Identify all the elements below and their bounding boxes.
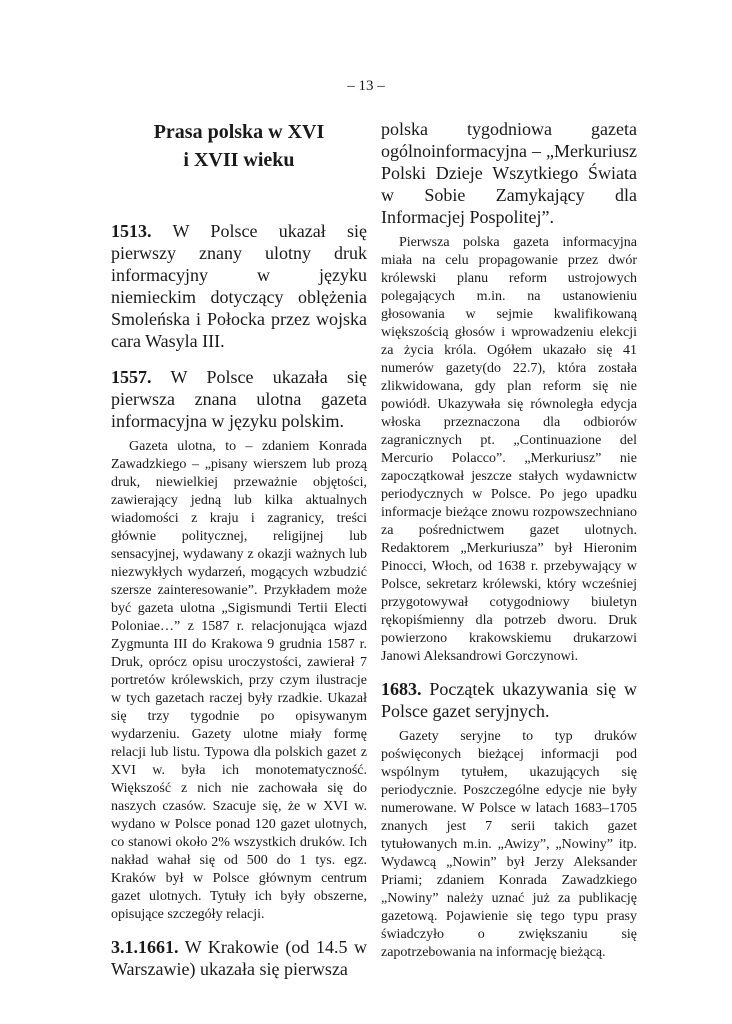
entry-1557	[111, 366, 367, 924]
entry-heading-text: W Polsce ukazała się pierwsza znana ulotna gazeta informacyjna w języku polskim.	[111, 367, 367, 431]
entry-heading	[111, 936, 367, 980]
entry-1661	[111, 936, 367, 980]
entry-heading-text: W Krakowie (od 14.5 w Warszawie) ukazała się pierwsza	[111, 937, 367, 979]
entry-heading-text: Początek ukazywania się w Polsce gazet seryjnych.	[381, 679, 637, 721]
entry-heading	[111, 366, 367, 432]
right-column	[381, 118, 637, 976]
entry-heading-text: W Polsce ukazał się pierwszy znany ulotny druk informacyjny w języku niemieckim dotyczący oblężenia Smoleńska i Połocka przez wojska cara Wasyla III.	[111, 221, 367, 351]
entry-heading-continued: polska tygodniowa gazeta ogólnoinformacyjna – „Merkuriusz Polski Dzieje Wszytkiego Świata w Sobie Zamykający dla Informacjej Pospolitej”.	[381, 119, 637, 227]
entry-body: Gazety seryjne to typ druków poświęconych bieżącej informacji pod wspólnym tytułem, ukazujących się periodycznie. Poszczególne edycje nie były numerowane. W Polsce w latach 1683–1705 znanych jest 7 serii takich gazet tytułowanych m.in. „Awizy”, „Nowiny” itp. Wydawcą „Nowin” był Jerzy Aleksander Priami; zdaniem Konrada Zawadzkiego „Nowiny” należy uznać już za publikację gazetową. Pojawienie się tego typu prasy świadczyło o zwiększaniu się zapotrzebowania na informację bieżącą.	[381, 729, 637, 960]
chapter-title-line2: i XVII wieku	[183, 149, 295, 171]
entry-1661-continued	[381, 118, 637, 666]
entry-year: 1683.	[381, 679, 422, 699]
entry-body: Pierwsza polska gazeta informacyjna miała na celu propagowanie przez dwór królewski planu reform ustrojowych polegających m.in. na ustanowieniu głosowania w sejmie kwalifikowaną większością głosów i wprowadzeniu elekcji za życia króla. Ogółem ukazało się 41 numerów gazety(do 22.7), która została zlikwidowana, gdy plan reform się nie powiódł. Ukazywała się równoległa edycja włoska przeznaczona dla odbiorów zagranicznych pt. „Continuazione del Mercurio Polacco”. „Merkuriusz” nie zapoczątkował jeszcze stałych wydawnictw periodycznych w Polsce. Po jego upadku informacje bieżące znowu rozpowszechniano za pośrednictwem gazet ulotnych. Redaktorem „Merkuriusza” był Hieronim Pinocci, Włoch, od 1638 r. przebywający w Polsce, sekretarz królewski, który wcześniej przygotowywał cotygodniowy biuletyn rękopiśmienny dla potrzeb dworu. Druk powierzono krakowskiemu drukarzowi Janowi Aleksandrowi Gorczynowi.	[381, 235, 637, 664]
entry-heading	[381, 678, 637, 722]
page-number: – 13 –	[347, 78, 385, 94]
left-column	[111, 118, 367, 994]
chapter-title	[111, 118, 367, 174]
chapter-title-line1: Prasa polska w XVI	[153, 121, 325, 143]
entry-year: 1513.	[111, 221, 152, 241]
entry-heading	[111, 220, 367, 352]
entry-year: 3.1.1661.	[111, 937, 179, 957]
entry-body: Gazeta ulotna, to – zdaniem Konrada Zawadzkiego – „pisany wierszem lub prozą druk, niewielkiej przeważnie objętości, zawierający jedną lub kilka aktualnych wiadomości z kraju i zagranicy, treści głównie politycznej, religijnej lub sensacyjnej, wydawany z okazji ważnych lub niezwykłych wydarzeń, mogących wzbudzić szersze zainteresowanie”. Przykładem może być gazeta ulotna „Sigismundi Tertii Electi Poloniae…” z 1587 r. relacjonująca wjazd Zygmunta III do Krakowa 9 grudnia 1587 r. Druk, oprócz opisu uroczystości, zawierał 7 portretów królewskich, przy czym ilustracje w tych gazetach raczej były rzadkie. Ukazał się trzy tygodnie po opisywanym wydarzeniu. Gazety ulotne miały formę relacji lub listu. Typowa dla polskich gazet z XVI w. była ich monotematyczność. Większość z nich nie zachowała się do naszych czasów. Szacuje się, że w XVI w. wydano w Polsce ponad 120 gazet ulotnych, co stanowi około 2% wszystkich druków. Ich nakład wahał się od 500 do 1 tys. egz. Kraków był w Polsce głównym centrum gazet ulotnych. Tytuły ich były obszerne, opisujące szczegóły relacji.	[111, 439, 367, 922]
entry-1683	[381, 678, 637, 962]
entry-1513	[111, 220, 367, 352]
entry-year: 1557.	[111, 367, 152, 387]
